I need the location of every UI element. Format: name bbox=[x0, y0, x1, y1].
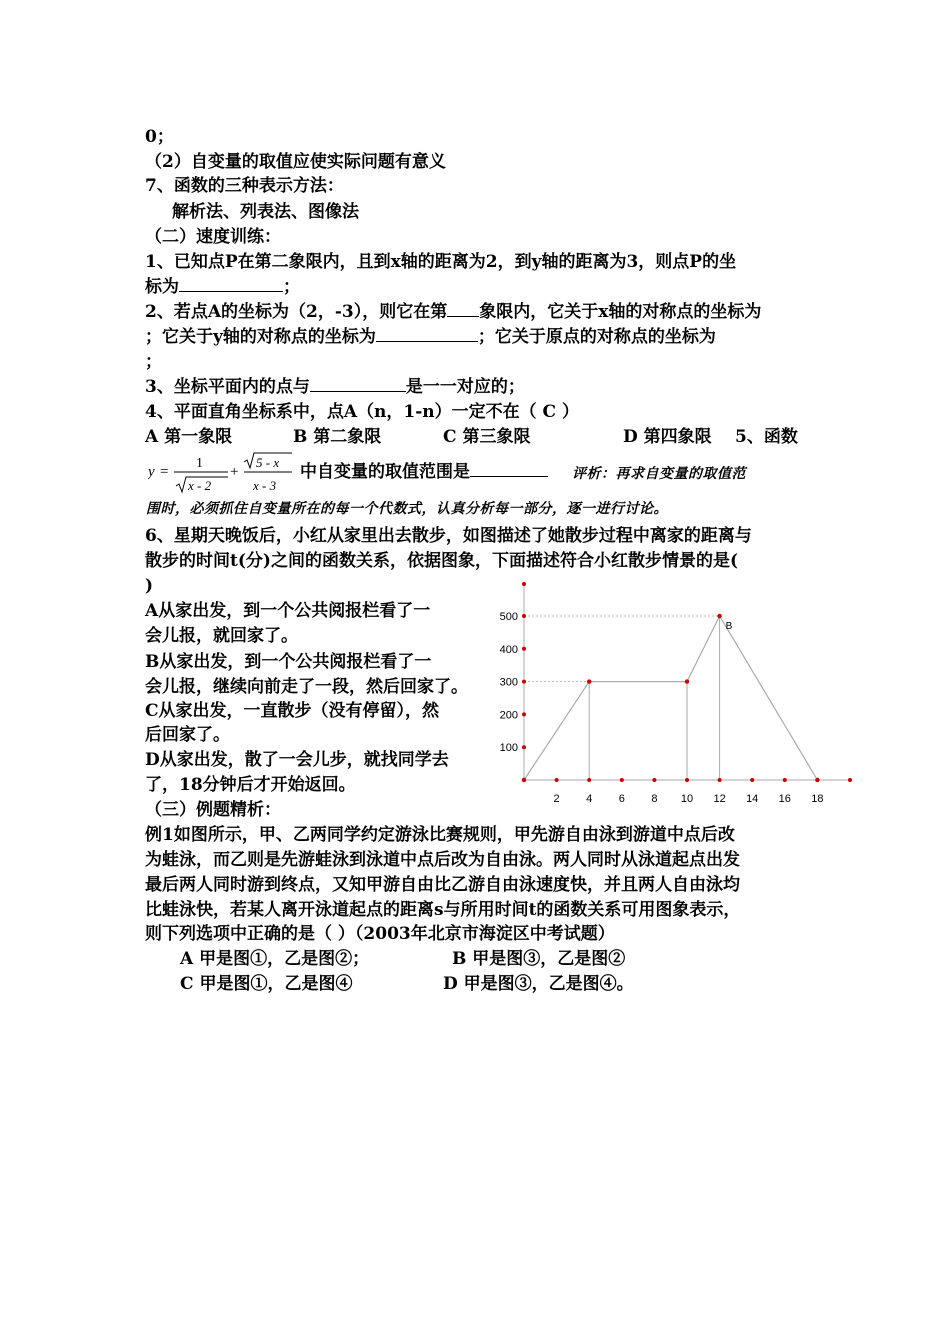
example-option-d: D 甲是图③，乙是图④。 bbox=[443, 974, 634, 994]
question-2-cont bbox=[145, 325, 716, 349]
x-axis-marker bbox=[718, 778, 722, 782]
option-a: A 第一象限 bbox=[145, 427, 233, 447]
option-b-line1: B从家出发，到一个公共阅报栏看了一 bbox=[145, 652, 432, 672]
question-text: 2、若点A的坐标为（2，-3），则它在第 bbox=[145, 302, 448, 322]
data-point bbox=[815, 778, 819, 782]
question-4: 4、平面直角坐标系中，点A（n，1-n）一定不在（ C ） bbox=[145, 402, 579, 422]
data-point bbox=[522, 778, 526, 782]
x-tick-label: 10 bbox=[680, 793, 694, 805]
y-axis-marker bbox=[522, 582, 526, 586]
question-text: 是一一对应的； bbox=[405, 377, 525, 397]
data-point bbox=[717, 614, 721, 618]
answer-blank bbox=[310, 375, 406, 392]
question-text: 3、坐标平面内的点与 bbox=[145, 377, 310, 397]
question-6-end: ) bbox=[145, 576, 154, 596]
x-tick-label: 16 bbox=[778, 793, 791, 805]
x-axis-marker bbox=[685, 778, 689, 782]
example-1-cont: 最后两人同时游到终点，又知甲游自由比乙游自由泳速度快，并且两人自由泳均 bbox=[145, 875, 740, 895]
x-axis-marker bbox=[750, 778, 754, 782]
question-6: 6、星期天晚饭后，小红从家里出去散步，如图描述了她散步过程中离家的距离与 bbox=[145, 526, 752, 546]
x-tick-label: 14 bbox=[746, 793, 759, 805]
option-d-line2: 了，18分钟后才开始返回。 bbox=[145, 775, 356, 795]
question-3 bbox=[145, 375, 525, 399]
function-formula bbox=[148, 450, 294, 496]
question-1-cont bbox=[145, 275, 300, 299]
question-5-number: 5、函数 bbox=[735, 427, 798, 447]
x-axis-marker bbox=[783, 778, 787, 782]
option-a-line1: A从家出发，到一个公共阅报栏看了一 bbox=[145, 601, 431, 621]
text-line: 0； bbox=[145, 127, 174, 147]
x-tick-label: 6 bbox=[618, 793, 625, 805]
y-axis-marker bbox=[522, 680, 526, 684]
x-axis-marker bbox=[652, 778, 656, 782]
example-1-cont: 为蛙泳，而乙则是先游蛙泳到泳道中点后改为自由泳。两人同时从泳道起点出发 bbox=[145, 850, 740, 870]
data-point bbox=[685, 679, 689, 683]
answer-blank bbox=[376, 325, 478, 342]
option-d: D 第四象限 bbox=[623, 427, 712, 447]
option-a-line2: 会儿报，就回家了。 bbox=[145, 626, 298, 646]
question-text: ； bbox=[283, 277, 300, 297]
option-d-line1: D从家出发，散了一会儿步，就找同学去 bbox=[145, 750, 449, 770]
y-tick-label: 500 bbox=[499, 611, 518, 623]
data-point bbox=[587, 679, 591, 683]
formula-denominator-1: x - 2 bbox=[188, 478, 212, 493]
question-text: 象限内，它关于x轴的对称点的坐标为 bbox=[479, 302, 762, 322]
series-line bbox=[524, 616, 817, 780]
question-6-cont: 散步的时间t(分)之间的函数关系，依据图象，下面描述符合小红散步情景的是( bbox=[145, 551, 738, 571]
x-tick-label: 18 bbox=[811, 793, 824, 805]
option-b-line2: 会儿报，继续向前走了一段，然后回家了。 bbox=[145, 677, 468, 697]
section-7-title: 7、函数的三种表示方法： bbox=[145, 176, 344, 196]
question-text: ；它关于原点的对称点的坐标为 bbox=[477, 327, 716, 347]
x-tick-label: 4 bbox=[586, 793, 593, 805]
y-axis-marker bbox=[522, 614, 526, 618]
question-1: 1、已知点P在第二象限内，且到x轴的距离为2，到y轴的距离为3，则点P的坐 bbox=[145, 252, 737, 272]
comment-text: 评析：再求自变量的取值范 bbox=[572, 466, 746, 482]
formula-numerator-1: 1 bbox=[196, 456, 203, 471]
x-axis-marker bbox=[587, 778, 591, 782]
example-1-cont: 比蛙泳快，若某人离开泳道起点的距离s与所用时间t的函数关系可用图象表示， bbox=[145, 900, 741, 920]
y-axis-marker bbox=[522, 712, 526, 716]
x-axis-marker bbox=[555, 778, 559, 782]
distance-time-graph bbox=[488, 575, 868, 810]
question-5-text bbox=[300, 460, 548, 484]
formula-plus: + bbox=[230, 464, 239, 480]
x-tick-label: 2 bbox=[553, 793, 560, 805]
example-option-b: B 甲是图③，乙是图② bbox=[452, 949, 626, 969]
formula-equals: = bbox=[160, 464, 169, 480]
text-line: 解析法、列表法、图像法 bbox=[172, 202, 359, 222]
answer-blank bbox=[470, 460, 548, 477]
example-option-a: A 甲是图①，乙是图②； bbox=[180, 949, 370, 969]
text-line: （2）自变量的取值应使实际问题有意义 bbox=[145, 152, 446, 172]
y-tick-label: 400 bbox=[499, 643, 518, 656]
answer-blank bbox=[447, 300, 479, 317]
example-1-cont: 则下列选项中正确的是（ ）（2003年北京市海淀区中考试题） bbox=[145, 924, 615, 944]
formula-y: y bbox=[148, 464, 155, 480]
point-label: B bbox=[725, 621, 733, 632]
example-1: 例1如图所示，甲、乙两同学约定游泳比赛规则，甲先游自由泳到游道中点后改 bbox=[145, 825, 735, 845]
y-tick-label: 200 bbox=[499, 709, 518, 722]
y-axis-marker bbox=[522, 647, 526, 651]
x-tick-label: 12 bbox=[713, 793, 726, 805]
x-axis-marker bbox=[848, 778, 852, 782]
x-axis-marker bbox=[620, 778, 624, 782]
formula-numerator-2: 5 - x bbox=[256, 455, 280, 470]
section-2-title: （二）速度训练： bbox=[145, 227, 281, 247]
question-2 bbox=[145, 300, 761, 324]
answer-blank bbox=[179, 275, 283, 292]
y-axis-marker bbox=[522, 745, 526, 749]
section-3-title: （三）例题精析： bbox=[145, 800, 281, 820]
option-b: B 第二象限 bbox=[293, 427, 382, 447]
option-c-line1: C从家出发，一直散步（没有停留），然 bbox=[145, 701, 440, 721]
question-text: 中自变量的取值范围是 bbox=[300, 462, 470, 482]
question-text: ；它关于y轴的对称点的坐标为 bbox=[145, 327, 376, 347]
option-c: C 第三象限 bbox=[443, 427, 531, 447]
option-c-line2: 后回家了。 bbox=[145, 725, 230, 745]
question-text: 标为 bbox=[145, 277, 179, 297]
y-tick-label: 100 bbox=[499, 742, 518, 755]
example-option-c: C 甲是图①，乙是图④ bbox=[180, 974, 353, 994]
comment-text: 围时，必须抓住自变量所在的每一个代数式，认真分析每一部分，逐一进行讨论。 bbox=[146, 501, 668, 517]
formula-denominator-2: x - 3 bbox=[253, 478, 277, 493]
x-tick-label: 8 bbox=[651, 793, 658, 805]
question-2-end: ； bbox=[145, 352, 162, 372]
y-tick-label: 300 bbox=[499, 676, 518, 689]
